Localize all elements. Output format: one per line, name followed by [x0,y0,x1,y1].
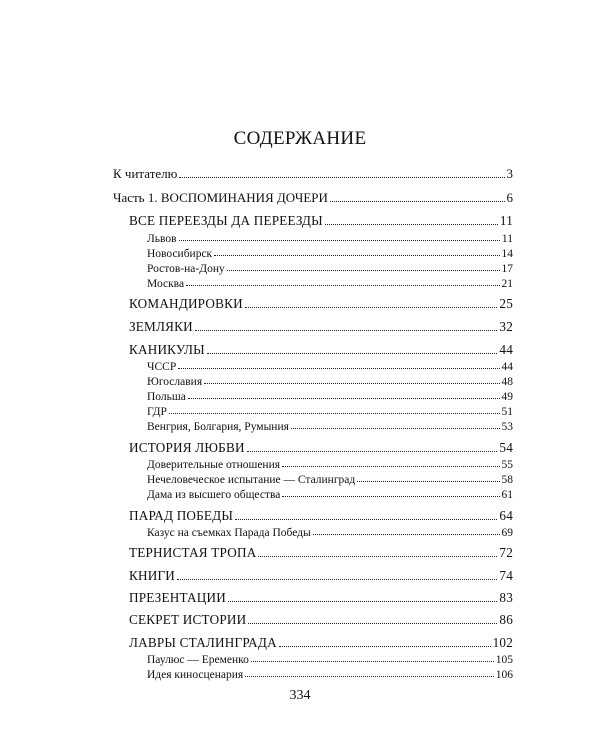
toc-entry-title: Москва [147,278,185,290]
dot-leader [251,661,494,662]
toc-entry-page: 106 [495,669,513,681]
toc-entry-page: 83 [499,590,513,605]
dot-leader [195,330,498,331]
toc-entry [147,248,513,260]
toc-entry-page: 17 [501,263,513,275]
dot-leader [282,466,499,467]
toc-entry-title: Львов [147,233,177,245]
toc-entry [147,233,513,245]
toc-entry-page: 54 [499,440,513,455]
dot-leader [330,201,505,202]
toc-entry-title: К читателю [113,166,178,181]
toc-entry-title: ГДР [147,406,167,418]
dot-leader [169,413,500,414]
toc-entry [129,635,513,651]
toc-entry-page: 14 [501,248,513,260]
page-number: 334 [289,688,311,703]
toc-entry-page: 44 [501,361,513,373]
toc-entry-title: Доверительные отношения [147,459,281,471]
dot-leader [179,177,504,178]
toc-entry [129,590,513,606]
toc-entry [129,568,513,584]
dot-leader [207,353,498,354]
toc-entry [129,440,513,456]
toc-entry [113,166,513,182]
toc-entry-title: Югославия [147,376,203,388]
toc-entry [129,508,513,524]
toc-entry [147,527,513,539]
toc-entry [129,319,513,335]
toc-entry-page: 55 [501,459,513,471]
dot-leader [279,646,491,647]
toc-entry-title: ВСЕ ПЕРЕЕЗДЫ ДА ПЕРЕЕЗДЫ [129,213,323,228]
toc-entry [147,474,513,486]
toc-entry-page: 72 [499,545,513,560]
toc-entry-title: Венгрия, Болгария, Румыния [147,421,289,433]
toc-entry-title: Дама из высшего общества [147,489,281,501]
toc-entry [113,190,513,206]
toc-entry-title: КОМАНДИРОВКИ [129,296,243,311]
dot-leader [188,398,500,399]
toc-entry-page: 44 [499,342,513,357]
toc-entry-page: 6 [506,190,513,205]
toc-entry-title: Часть 1. ВОСПОМИНАНИЯ ДОЧЕРИ [113,190,328,205]
toc-entry-page: 64 [499,508,513,523]
dot-leader [179,240,500,241]
dot-leader [228,601,497,602]
dot-leader [214,255,499,256]
toc-entry [129,612,513,628]
dot-leader [291,428,500,429]
toc-entry-page: 11 [499,213,513,228]
toc-entry-page: 49 [501,391,513,403]
toc-entry-page: 58 [501,474,513,486]
toc-entry-title: Паулюс — Еременко [147,654,249,666]
toc-entry-title: КНИГИ [129,568,175,583]
toc-entry-page: 25 [499,296,513,311]
toc-entry-title: ЛАВРЫ СТАЛИНГРАДА [129,635,277,650]
toc-entry-page: 51 [501,406,513,418]
toc-entry-title: ЗЕМЛЯКИ [129,319,193,334]
dot-leader [282,496,499,497]
toc-entry [147,406,513,418]
dot-leader [357,481,499,482]
toc-entry-title: Новосибирск [147,248,213,260]
toc-entry-title: ИСТОРИЯ ЛЮБВИ [129,440,245,455]
toc-entry-title: Ростов-на-Дону [147,263,225,275]
toc-entry [147,263,513,275]
toc-entry [147,421,513,433]
toc-entry-page: 74 [499,568,513,583]
toc-entry [129,296,513,312]
toc-entry-title: ПАРАД ПОБЕДЫ [129,508,234,523]
toc-entry [147,376,513,388]
dot-leader [313,534,500,535]
toc-entry-title: ТЕРНИСТАЯ ТРОПА [129,545,257,560]
toc-entry-title: Польша [147,391,186,403]
dot-leader [204,383,499,384]
toc-entry [129,342,513,358]
toc-entry [147,654,513,666]
toc-entry-title: Нечеловеческое испытание — Сталинград [147,474,356,486]
toc-entry-page: 3 [506,166,513,181]
toc-entry [147,459,513,471]
dot-leader [325,224,498,225]
page-title: СОДЕРЖАНИЕ [233,128,367,149]
dot-leader [258,556,497,557]
toc-entry [147,361,513,373]
dot-leader [177,579,497,580]
toc-entry-page: 61 [501,489,513,501]
dot-leader [245,307,498,308]
toc-entry-title: ПРЕЗЕНТАЦИИ [129,590,226,605]
dot-leader [178,368,499,369]
dot-leader [247,451,498,452]
toc-entry [129,545,513,561]
toc-entry-title: ЧССР [147,361,177,373]
toc-entry [147,669,513,681]
toc-entry-page: 86 [499,612,513,627]
dot-leader [186,285,499,286]
toc-entry [147,489,513,501]
toc-entry [147,278,513,290]
toc-entry-page: 48 [501,376,513,388]
toc-entry [147,391,513,403]
toc-entry-page: 11 [501,233,513,245]
toc-entry [129,213,513,229]
toc-entry-title: Казус на съемках Парада Победы [147,527,311,539]
toc-entry-page: 105 [495,654,513,666]
toc-entry-page: 32 [499,319,513,334]
dot-leader [235,519,497,520]
toc-entry-title: СЕКРЕТ ИСТОРИИ [129,612,247,627]
toc-entry-page: 53 [501,421,513,433]
toc-entry-page: 69 [501,527,513,539]
dot-leader [227,270,500,271]
toc-entry-page: 21 [501,278,513,290]
dot-leader [248,623,497,624]
dot-leader [245,676,494,677]
toc-entry-title: Идея киносценария [147,669,244,681]
toc-entry-title: КАНИКУЛЫ [129,342,205,357]
toc-entry-page: 102 [492,635,513,650]
